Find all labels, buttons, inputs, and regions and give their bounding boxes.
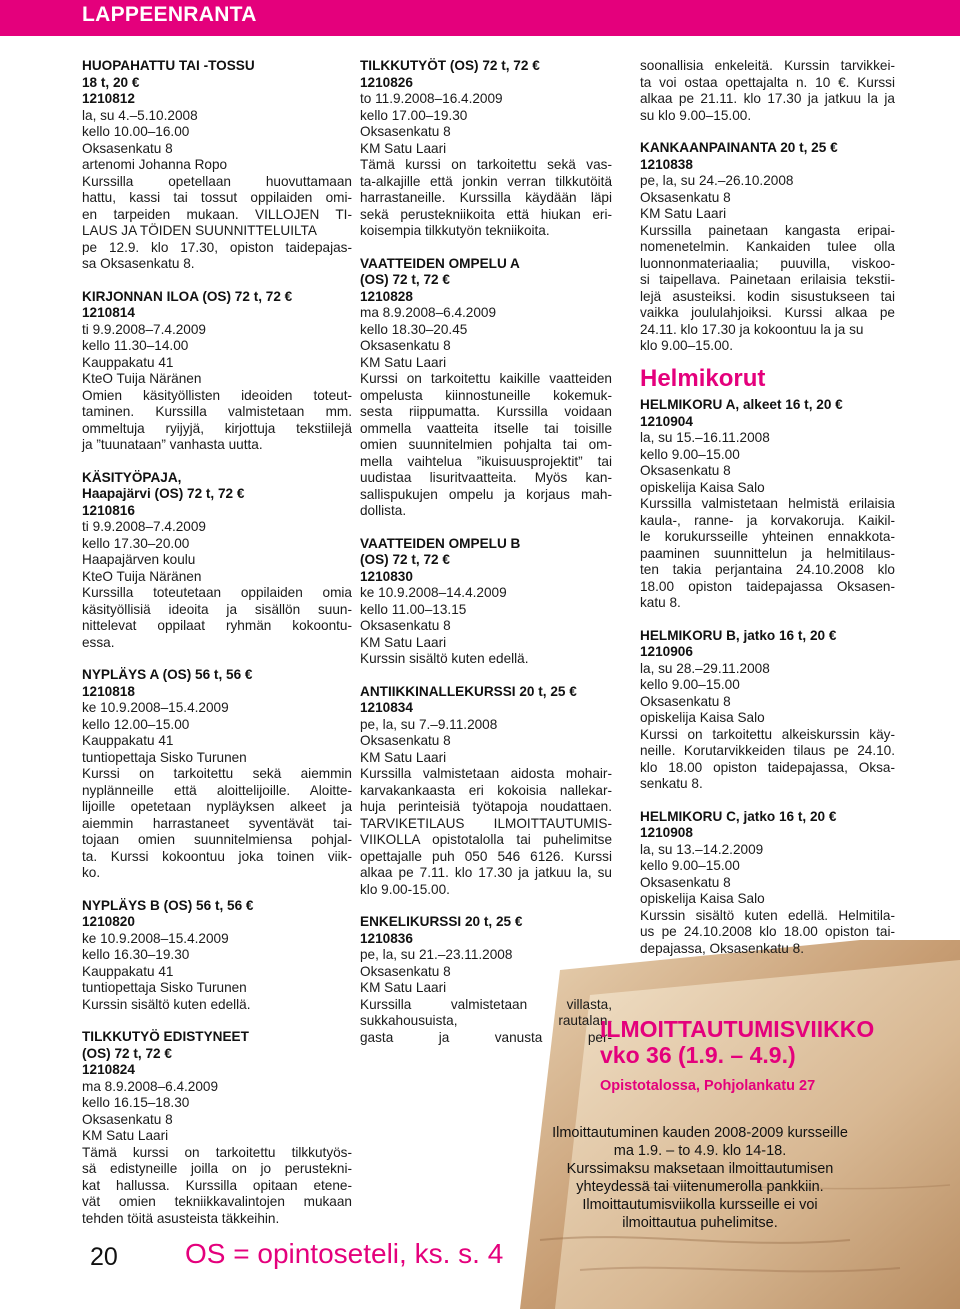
- course-heading: 1210834: [360, 700, 413, 715]
- course-line: ommeltuja ryijyjä, kirjottuja tekstiilejä: [82, 420, 352, 436]
- page-section-title: LAPPEENRANTA: [82, 3, 257, 26]
- course-line: kello 11.30–14.00: [82, 338, 189, 353]
- course-line: le korukursseille yhteinen ennakkota-: [640, 529, 895, 544]
- course-line: vät omien tekniikkavalintojen mukaan: [82, 1194, 352, 1209]
- course-heading: HUOPAHATTU TAI -TOSSU: [82, 58, 255, 73]
- course-line: Oksasenkatu 8: [82, 1111, 173, 1127]
- course-line: Kurssilla painetaan kangasta eripai-: [640, 222, 895, 238]
- course-line: klo 9.00–15.00.: [640, 338, 733, 353]
- course-line: kaula-, ranne- ja korvakoruja. Kaikil-: [640, 512, 895, 528]
- course-line: hattu, kassi tai tossut oppilaiden omi-: [82, 190, 352, 205]
- course-line: kello 17.30–20.00: [82, 535, 190, 551]
- course-heading: NYPLÄYS A (OS) 56 t, 56 €: [82, 667, 253, 682]
- course-heading: 1210828: [360, 288, 413, 304]
- course-line: huja perinteisiä työtapoja noudattaen.: [360, 799, 612, 814]
- course-line: ma 8.9.2008–6.4.2009: [82, 1078, 219, 1094]
- course-line: klo 18.00 opiston taidepajassa, Oksa-: [640, 759, 895, 775]
- course-line: Kauppakatu 41: [82, 733, 174, 748]
- course-heading: (OS) 72 t, 72 €: [360, 272, 450, 287]
- course-line: kello 9.00–15.00: [640, 858, 740, 873]
- course-block: [360, 914, 612, 1046]
- registration-line: ilmoittautua puhelimitse.: [622, 1215, 778, 1231]
- course-heading: 1210906: [640, 644, 693, 659]
- course-block: [360, 684, 612, 899]
- course-line: lejä asusteiksi. kodin sisustukseen tai: [640, 288, 895, 304]
- course-line: KM Satu Laari: [360, 140, 447, 156]
- course-line: alkaa pe 21.11. klo 17.30 ja jatkuu la ja: [640, 91, 895, 106]
- course-line: Kurssilla opetellaan huovuttamaan: [82, 173, 352, 189]
- course-line: kello 17.00–19.30: [360, 107, 468, 123]
- course-line: nyplänneille että aloittelijoille. Aloitte-: [82, 782, 352, 798]
- course-line: opiskelija Kaisa Salo: [640, 710, 765, 725]
- course-line: TARVIKETILAUS ILMOITTAUTUMIS-: [360, 815, 612, 831]
- course-line: sa Oksasenkatu 8.: [82, 256, 195, 271]
- course-line: Kurssin sisältö kuten edellä.: [82, 996, 251, 1012]
- course-heading: 1210816: [82, 502, 135, 518]
- course-line: Tämä kurssi on tarkoitettu sekä vas-: [360, 157, 612, 172]
- course-line: kello 16.15–18.30: [82, 1095, 190, 1110]
- course-line: Kurssilla valmistetaan villasta,: [360, 996, 612, 1012]
- course-line: pe, la, su 21.–23.11.2008: [360, 947, 513, 962]
- course-line: käsityöllisiä ideoita ja sisällön suun-: [82, 601, 352, 617]
- registration-line: ma 1.9. – to 4.9. klo 14-18.: [613, 1143, 787, 1159]
- course-line: klo 9.00-15.00.: [360, 881, 450, 897]
- course-line: kello 16.30–19.30: [82, 947, 190, 962]
- course-line: LAUS JA TÖIDEN SUUNNITTELUILTA: [82, 223, 317, 238]
- course-heading: (OS) 72 t, 72 €: [82, 1045, 172, 1061]
- course-line: karvakankaasta eri kokoisia nallekar-: [360, 782, 612, 798]
- course-line: ompelusta kiinnostuneille kokemuk-: [360, 387, 612, 403]
- course-line: KM Satu Laari: [360, 634, 447, 650]
- course-heading: 18 t, 20 €: [82, 74, 140, 90]
- course-line: essa.: [82, 634, 115, 650]
- course-line: sä edistyneille joilla on jo perustekni-: [82, 1161, 352, 1176]
- course-line: us pe 24.10.2008 klo 18.00 opiston tai-: [640, 924, 895, 939]
- course-line: KM Satu Laari: [360, 749, 447, 765]
- course-line: la, su 13.–14.2.2009: [640, 841, 764, 857]
- course-block: [640, 397, 895, 612]
- course-line: KM Satu Laari: [360, 354, 447, 370]
- footnote-os: OS = opintoseteli, ks. s. 4: [185, 1238, 504, 1269]
- course-line: Kurssi on tarkoitettu alkeiskurssin käy-: [640, 726, 895, 742]
- course-line: ten takia perjantaina 24.10.2008 klo: [640, 562, 895, 577]
- course-line: Kurssin sisältö kuten edellä.: [360, 651, 529, 666]
- registration-line: yhteydessä tai viitenumerolla pankkiin.: [576, 1179, 824, 1195]
- registration-line: Ilmoittautuminen kauden 2008-2009 kursseille: [552, 1125, 848, 1141]
- course-heading: HELMIKORU C, jatko 16 t, 20 €: [640, 808, 837, 824]
- course-heading: KIRJONNAN ILOA (OS) 72 t, 72 €: [82, 288, 293, 304]
- course-line: Kauppakatu 41: [82, 354, 174, 370]
- course-line: kat hallussa. Kurssilla opitaan etene-: [82, 1177, 352, 1193]
- registration-line: Ilmoittautumisviikolla kursseille ei voi: [582, 1197, 818, 1213]
- column-left: [82, 58, 352, 1243]
- course-line: ma 8.9.2008–6.4.2009: [360, 305, 497, 320]
- course-line: Oksasenkatu 8: [82, 140, 173, 156]
- course-line: en tarpeiden mukaan. VILLOJEN TI-: [82, 206, 352, 222]
- course-line: Oksasenkatu 8: [640, 463, 731, 478]
- course-line: pe, la, su 24.–26.10.2008: [640, 173, 794, 188]
- course-block: [82, 470, 352, 652]
- course-line: 24.11. klo 17.30 ja kokoontuu la ja su: [640, 321, 864, 337]
- course-line: tuntiopettaja Sisko Turunen: [82, 980, 247, 995]
- course-line: tuntiopettaja Sisko Turunen: [82, 749, 247, 765]
- course-line: uudistaa lisuritvaatteita. Myös kan-: [360, 470, 612, 485]
- course-line: Oksasenkatu 8: [360, 618, 451, 633]
- course-line: Oksasenkatu 8: [640, 874, 731, 890]
- registration-title-2: vko 36 (1.9. – 4.9.): [600, 1042, 796, 1068]
- course-line: KM Satu Laari: [640, 206, 727, 221]
- course-line: mella vaihtelua ”ikuisuusprojektit” tai: [360, 453, 612, 469]
- course-line: ti 9.9.2008–7.4.2009: [82, 519, 206, 534]
- course-line: Oksasenkatu 8: [640, 693, 731, 709]
- course-line: Kurssilla valmistetaan aidosta mohair-: [360, 766, 612, 781]
- course-heading: 1210814: [82, 305, 135, 320]
- course-line: su klo 9.00–15.00.: [640, 107, 752, 123]
- course-line: soonallisia enkeleitä. Kurssin tarvikkei-: [640, 58, 895, 73]
- course-line: harrastaneille. Kurssilla käydään läpi: [360, 190, 612, 205]
- course-line: katu 8.: [640, 595, 681, 610]
- course-line: 18.00 opiston taidepajassa Oksasen-: [640, 578, 895, 594]
- course-line: Oksasenkatu 8: [640, 189, 731, 205]
- course-line: KteO Tuija Näränen: [82, 568, 202, 584]
- course-line: KteO Tuija Näränen: [82, 371, 202, 386]
- course-line: opiskelija Kaisa Salo: [640, 891, 765, 906]
- course-line: sekä perustekniikoita että hiukan eri-: [360, 206, 612, 222]
- course-line: kello 18.30–20.45: [360, 321, 468, 337]
- course-line: Oksasenkatu 8: [360, 338, 451, 353]
- course-line: Kurssi on tarkoitettu sekä aiemmin: [82, 766, 352, 781]
- course-block: [360, 256, 612, 520]
- course-heading: 1210838: [640, 156, 693, 172]
- course-heading: HELMIKORU B, jatko 16 t, 20 €: [640, 627, 837, 643]
- course-line: sallispukujen ompelu ja korjaus mah-: [360, 486, 612, 502]
- course-line: Kurssi on tarkoitettu kaikille vaatteiden: [360, 371, 612, 386]
- registration-box: [600, 1016, 920, 1094]
- course-line: ke 10.9.2008–15.4.2009: [82, 930, 229, 946]
- course-line: nittelevat oppilaat ryhmän kokoontu-: [82, 618, 352, 633]
- course-line: la, su 15.–16.11.2008: [640, 430, 770, 445]
- course-line: paaminen suunnittelun ja helmitilaus-: [640, 545, 895, 561]
- course-line: ko.: [82, 865, 101, 880]
- course-line: VIIKOLLA opistotalolla tai puhelimitse: [360, 832, 612, 847]
- course-block: [82, 289, 352, 454]
- course-line: Kauppakatu 41: [82, 963, 174, 979]
- course-block: [82, 1029, 352, 1227]
- course-heading: VAATTEIDEN OMPELU A: [360, 255, 520, 271]
- course-line: dollista.: [360, 503, 407, 518]
- course-line: pe 12.9. klo 17.30, opiston taidepajas-: [82, 239, 352, 255]
- course-line: ta voi ostaa opettajalta n. 10 €. Kurssi: [640, 74, 895, 90]
- course-line: alkaa pe 7.11. klo 17.30 ja jatkuu la, su: [360, 865, 612, 880]
- course-line: koisempia tilkkutyön tekniikoita.: [360, 223, 550, 238]
- course-line: Oksasenkatu 8: [360, 963, 451, 979]
- continued-text: [640, 58, 895, 124]
- course-line: nomenetelmin. Kankaiden tulee olla: [640, 239, 895, 254]
- course-line: omien suunnitelmien pohjalta tai om-: [360, 437, 612, 452]
- course-heading: TILKKUTYÖT (OS) 72 t, 72 €: [360, 58, 540, 73]
- course-line: tojaan omien suunnitelmiensa pohjal-: [82, 832, 352, 847]
- course-line: ta. Kurssi kokoontuu joka toinen viik-: [82, 848, 352, 864]
- course-heading: (OS) 72 t, 72 €: [360, 552, 450, 567]
- course-line: kello 12.00–15.00: [82, 716, 190, 732]
- course-line: ke 10.9.2008–14.4.2009: [360, 585, 507, 600]
- course-line: opiskelija Kaisa Salo: [640, 479, 765, 495]
- registration-place: Opistotalossa, Pohjolankatu 27: [600, 1078, 816, 1094]
- course-line: gasta ja vanusta per-: [360, 1029, 612, 1045]
- course-line: ke 10.9.2008–15.4.2009: [82, 700, 229, 715]
- header-bar: [0, 0, 960, 36]
- course-heading: KÄSITYÖPAJA,: [82, 469, 182, 485]
- course-heading: TILKKUTYÖ EDISTYNEET: [82, 1029, 249, 1044]
- course-line: ta-alkajille että jonkin verran tilkkutöitä: [360, 173, 612, 189]
- course-line: Omien käsityöllisten ideoiden toteut-: [82, 387, 352, 403]
- course-line: artenomi Johanna Ropo: [82, 157, 228, 172]
- course-heading: KANKAANPAINANTA 20 t, 25 €: [640, 140, 838, 155]
- course-line: Oksasenkatu 8: [360, 124, 451, 139]
- course-line: kello 11.00–13.15: [360, 601, 467, 617]
- column-middle: [360, 58, 612, 1062]
- course-line: ja ”tuunataan” vanhasta uutta.: [82, 437, 263, 452]
- course-line: Kurssin sisältö kuten edellä. Helmitila-: [640, 907, 895, 923]
- course-block: [360, 536, 612, 668]
- course-heading: 1210826: [360, 74, 413, 90]
- course-line: luonnonmateriaalia; puuvilla, viskoo-: [640, 255, 895, 271]
- course-line: la, su 4.–5.10.2008: [82, 107, 198, 123]
- course-line: aiemmin harrastaneet syventävät tai-: [82, 815, 352, 831]
- course-line: vaikka joululahjoiksi. Kurssi alkaa pe: [640, 305, 895, 320]
- course-heading: 1210830: [360, 568, 413, 584]
- course-heading: 1210824: [82, 1062, 135, 1077]
- course-heading: NYPLÄYS B (OS) 56 t, 56 €: [82, 897, 254, 913]
- course-line: si taipellava. Painetaan erilaisia tekstii-: [640, 272, 895, 287]
- registration-info: [500, 1124, 900, 1232]
- course-block: [82, 667, 352, 882]
- course-block: [640, 809, 895, 958]
- course-heading: Haapajärvi (OS) 72 t, 72 €: [82, 486, 245, 501]
- course-block: [640, 628, 895, 793]
- course-line: sesta riippumatta. Kurssilla voidaan: [360, 404, 612, 419]
- course-line: Oksasenkatu 8: [360, 733, 451, 748]
- column-right: [640, 58, 895, 973]
- course-line: KM Satu Laari: [82, 1128, 169, 1143]
- course-line: lijoille opetetaan nypläyksen alkeet ja: [82, 799, 352, 814]
- course-heading: 1210836: [360, 930, 413, 946]
- course-line: neille. Korutarvikkeiden tilaus pe 24.10.: [640, 743, 895, 758]
- course-line: to 11.9.2008–16.4.2009: [360, 91, 503, 106]
- course-block: [640, 140, 895, 355]
- page-number: 20: [90, 1243, 118, 1271]
- course-line: tehden töitä asusteista täkkeihin.: [82, 1210, 280, 1226]
- course-line: Kurssilla toteutetaan oppilaiden omia: [82, 585, 352, 600]
- course-line: kello 9.00–15.00: [640, 446, 740, 462]
- course-block: [360, 58, 612, 240]
- course-line: senkatu 8.: [640, 776, 703, 791]
- course-heading: 1210818: [82, 683, 135, 699]
- course-line: ti 9.9.2008–7.4.2009: [82, 321, 206, 337]
- course-line: Haapajärven koulu: [82, 552, 196, 567]
- course-heading: ANTIIKKINALLEKURSSI 20 t, 25 €: [360, 683, 577, 699]
- course-heading: 1210908: [640, 825, 693, 840]
- course-block: [82, 58, 352, 273]
- course-line: Tämä kurssi on tarkoitettu tilkkutyös-: [82, 1144, 352, 1160]
- course-line: kello 9.00–15.00: [640, 677, 740, 692]
- course-heading: ENKELIKURSSI 20 t, 25 €: [360, 914, 523, 929]
- registration-title-1: ILMOITTAUTUMISVIIKKO: [600, 1016, 875, 1042]
- course-line: taminen. Kurssilla valmistetaan mm.: [82, 404, 352, 419]
- course-line: KM Satu Laari: [360, 980, 447, 995]
- course-heading: HELMIKORU A, alkeet 16 t, 20 €: [640, 397, 843, 412]
- course-line: la, su 28.–29.11.2008: [640, 660, 770, 676]
- course-line: kello 10.00–16.00: [82, 124, 190, 139]
- section-heading-helmikorut: Helmikorut: [640, 364, 766, 392]
- course-line: opettajalle puh 050 546 6126. Kurssi: [360, 848, 612, 864]
- course-line: sukkahousuista, rautalan-: [360, 1013, 612, 1028]
- course-block: [82, 898, 352, 1014]
- course-line: depajassa, Oksasenkatu 8.: [640, 940, 804, 956]
- registration-line: Kurssimaksu maksetaan ilmoittautumisen: [566, 1161, 834, 1177]
- course-heading: VAATTEIDEN OMPELU B: [360, 535, 521, 551]
- course-heading: 1210812: [82, 91, 135, 106]
- course-heading: 1210904: [640, 413, 693, 429]
- course-heading: 1210820: [82, 914, 135, 929]
- course-line: ommella vaatteita itselle tai toisille: [360, 420, 612, 436]
- course-line: pe, la, su 7.–9.11.2008: [360, 716, 498, 732]
- course-line: Kurssilla valmistetaan helmistä erilaisia: [640, 496, 895, 511]
